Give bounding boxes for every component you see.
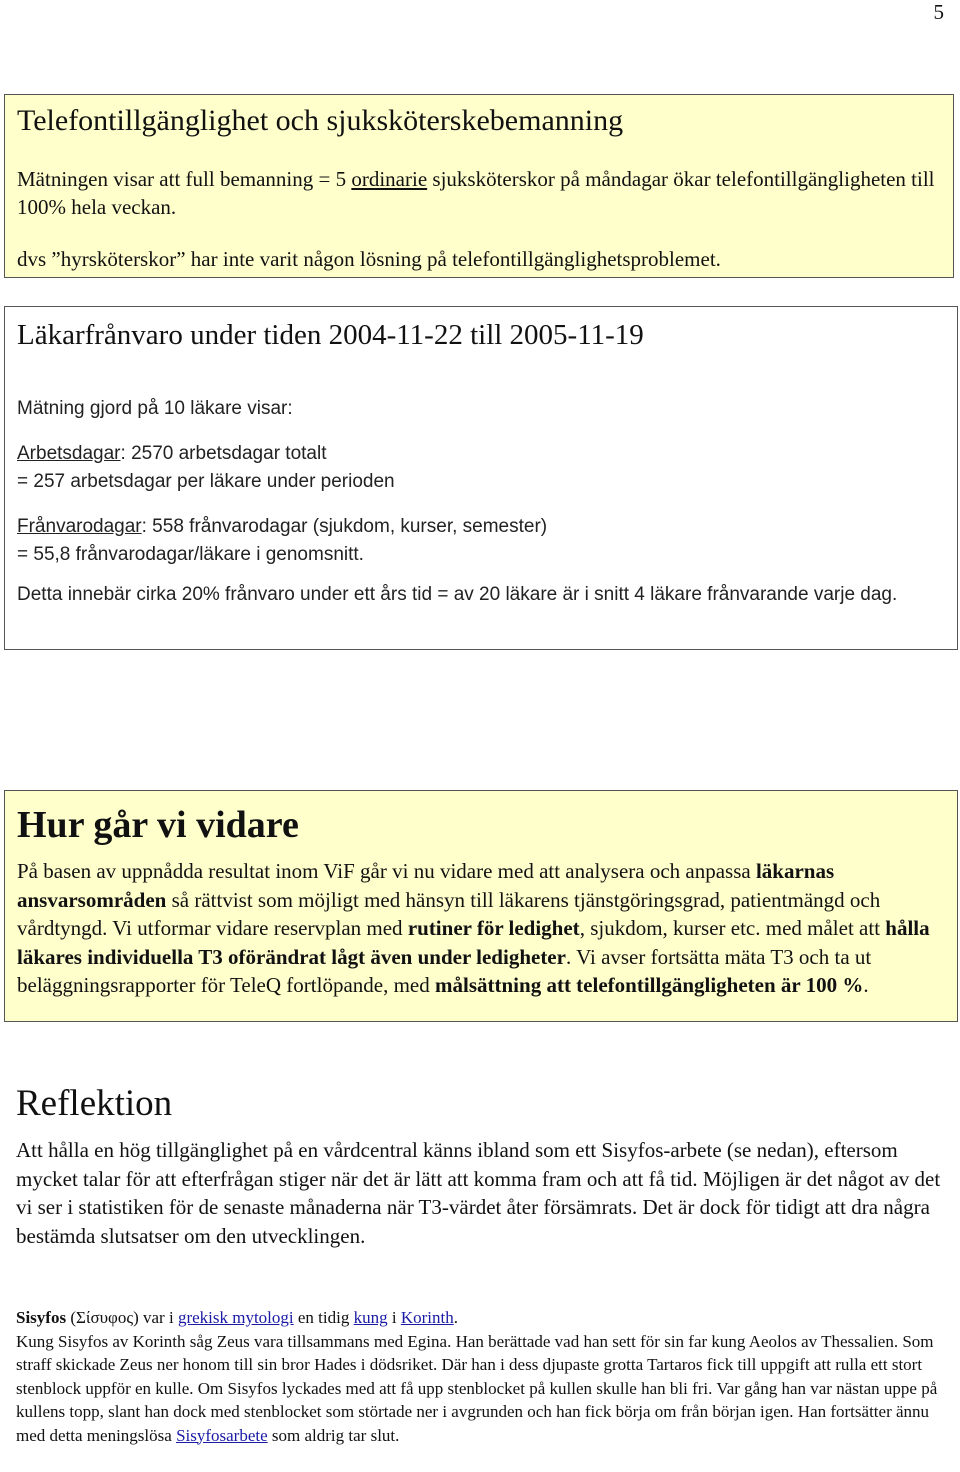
text-run: en tidig [293,1308,354,1327]
phone-availability-box [4,94,954,278]
bold-availability-target: målsättning att telefontillgängligheten är 100 % [435,973,864,997]
text-run: som aldrig tar slut. [267,1425,400,1445]
bold-leave-routines: rutiner för ledighet [407,916,580,940]
workdays-per-doctor: = 257 arbetsdagar per läkare under perioden [17,471,395,492]
absence-days-total: : 558 frånvarodagar (sjukdom, kurser, semester) [141,516,548,537]
next-steps-paragraph [17,857,945,1000]
absence-days-line [17,513,945,541]
workdays-line [17,440,945,468]
bold-responsibilities: läkarnas ansvarsområden [17,859,835,912]
text-run: Kung Sisyfos av Korinth såg Zeus vara tillsammans med Egina. Han berättade vad han sett för sin far kung Aeolos av Thessalien. Som straff skickade Zeus ner honom till sin bror Hades i dödsriket. Där han i dess djupaste grotta Tartaros fick till uppgift att rulla ett stort stenblock uppför en kulle. Om Sisyfos lyckades med att få upp stenblocket på kullen skulle han bli fri. Var gång han var nästan uppe på kullens topp, slant han dock med stenblocket som störtade ner i avgrunden och han fick börja om från början igen. Han fortsätter ännu med detta meningslösa [16,1331,938,1445]
text-run: Mätningen visar att full bemanning = 5 [17,167,352,191]
sisyfos-story [16,1330,951,1448]
reflection-title: Reflektion [16,1083,173,1124]
next-section-title: Hur går vi vidare [17,804,299,846]
page-number: 5 [933,0,944,24]
phone-measurement-paragraph [17,165,941,221]
link-sisyfosarbete[interactable]: Sisyfosarbete [176,1425,268,1445]
link-korinth[interactable]: Korinth [400,1308,454,1327]
text-run: . Vi avser fortsätta mäta T3 och ta ut beläggningsrapporter för TeleQ fortlöpande, med [17,944,872,997]
workdays-total: : 2570 arbetsdagar totalt [120,443,327,464]
text-run: På basen av uppnådda resultat inom ViF går vi nu vidare med att analysera och anpassa [17,859,756,883]
workdays-group [17,440,945,496]
absence-days-average: = 55,8 frånvarodagar/läkare i genomsnitt. [17,544,364,565]
hyrskoterskor-paragraph: dvs ”hyrsköterskor” har inte varit någon lösning på telefontillgänglighetsproblemet. [17,247,721,271]
reflection-section [16,1080,946,1250]
text-run: , sjukdom, kurser etc. med målet att [579,916,886,940]
workdays-label: Arbetsdagar [17,443,121,464]
text-run: så rättvist som möjligt med hänsyn till läkarens tjänstgöringsgrad, patientmängd och vårdtyngd. Vi utformar vidare reservplan med [17,887,881,940]
doctor-absence-box [4,306,958,650]
bold-t3-goal: hålla läkares individuella T3 oförändrat lågt även under ledigheter [17,916,930,969]
phone-section-title: Telefontillgänglighet och sjuksköterskebemanning [17,104,624,137]
text-run: sjuksköterskor på måndagar ökar telefontillgängligheten till 100% hela veckan. [17,167,935,219]
reflection-paragraph: Att hålla en hög tillgänglighet på en vårdcentral känns ibland som ett Sisyfos-arbete (se nedan), eftersom mycket talar för att efterfrågan stiger när det är lätt att komma fram och att få tid. Möjligen är det något av det vi ser i statistiken för de senaste månaderna när T3-värdet åter försämrats. Det är dock för tidigt att dra några bestämda slutsatser om den utvecklingen. [16,1138,941,1248]
text-run: i [387,1308,401,1327]
sisyfos-intro-line [16,1306,951,1330]
link-greek-mythology[interactable]: grekisk mytologi [177,1308,294,1327]
ordinarie-underlined: ordinarie [351,167,428,191]
text-run: . [863,973,869,997]
absence-days-group [17,513,945,569]
absence-days-label: Frånvarodagar [17,516,142,537]
sisyfos-footnote [16,1306,951,1447]
link-kung[interactable]: kung [353,1308,388,1327]
absence-section-title: Läkarfrånvaro under tiden 2004-11-22 till 2005-11-19 [17,319,644,351]
next-steps-box [4,790,958,1022]
text-run: (Σίσυφος) var i [66,1308,178,1327]
sisyfos-name: Sisyfos [16,1308,67,1327]
absence-conclusion: Detta innebär cirka 20% frånvaro under ett års tid = av 20 läkare är i snitt 4 läkare frånvarande varje dag. [17,584,898,605]
absence-intro: Mätning gjord på 10 läkare visar: [17,398,293,419]
text-run: . [453,1308,458,1327]
